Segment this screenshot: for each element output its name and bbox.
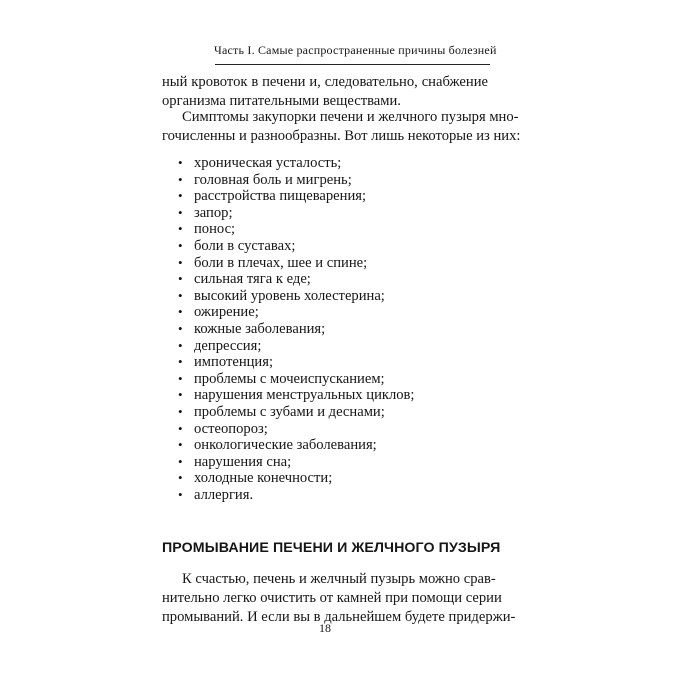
bullet-icon: • xyxy=(178,271,183,287)
paragraph-line: гочисленны и разнообразны. Вот лишь некоторые из них: xyxy=(162,128,521,144)
list-item-text: боли в плечах, шее и спине; xyxy=(194,254,368,271)
list-item xyxy=(178,304,415,321)
list-item xyxy=(178,404,415,421)
list-item xyxy=(178,155,415,172)
list-item-text: расстройства пищеварения; xyxy=(194,188,367,205)
list-item xyxy=(178,354,415,371)
list-item-text: аллергия. xyxy=(194,486,254,503)
list-item-text: онкологические заболевания; xyxy=(194,437,377,454)
list-item-text: кожные заболевания; xyxy=(194,320,326,337)
list-item xyxy=(178,454,415,471)
list-item xyxy=(178,321,415,338)
list-item-text: нарушения сна; xyxy=(194,453,292,470)
bullet-icon: • xyxy=(178,420,183,436)
symptoms-paragraph xyxy=(162,108,521,146)
paragraph-line: Симптомы закупорки печени и желчного пузыря мно- xyxy=(182,109,519,125)
bullet-icon: • xyxy=(178,470,183,486)
list-item-text: импотенция; xyxy=(194,354,274,371)
list-item-text: запор; xyxy=(194,204,233,221)
bullet-icon: • xyxy=(178,237,183,253)
paragraph-line: организма питательными веществами. xyxy=(162,93,401,109)
list-item-text: проблемы с мочеиспусканием; xyxy=(194,370,385,387)
section-heading: ПРОМЫВАНИЕ ПЕЧЕНИ И ЖЕЛЧНОГО ПУЗЫРЯ xyxy=(162,540,501,556)
list-item xyxy=(178,172,415,189)
cleanse-paragraph xyxy=(162,570,516,627)
bullet-icon: • xyxy=(178,287,183,303)
list-item xyxy=(178,188,415,205)
list-item xyxy=(178,421,415,438)
list-item-text: сильная тяга к еде; xyxy=(194,271,311,288)
bullet-icon: • xyxy=(178,403,183,419)
list-item-text: понос; xyxy=(194,221,236,238)
list-item xyxy=(178,338,415,355)
list-item-text: ожирение; xyxy=(194,304,259,321)
list-item xyxy=(178,487,415,504)
bullet-icon: • xyxy=(178,221,183,237)
list-item-text: высокий уровень холестерина; xyxy=(194,287,385,304)
list-item-text: боли в суставах; xyxy=(194,237,296,254)
bullet-icon: • xyxy=(178,453,183,469)
list-item-text: холодные конечности; xyxy=(194,470,333,487)
list-item xyxy=(178,470,415,487)
list-item xyxy=(178,221,415,238)
paragraph-line: промываний. И если вы в дальнейшем будете придержи- xyxy=(162,609,516,625)
list-item xyxy=(178,437,415,454)
bullet-icon: • xyxy=(178,354,183,370)
intro-paragraph xyxy=(162,73,488,111)
list-item-text: проблемы с зубами и деснами; xyxy=(194,403,385,420)
bullet-icon: • xyxy=(178,188,183,204)
bullet-icon: • xyxy=(178,337,183,353)
bullet-icon: • xyxy=(178,171,183,187)
list-item xyxy=(178,371,415,388)
bullet-icon: • xyxy=(178,486,183,502)
bullet-icon: • xyxy=(178,437,183,453)
list-item xyxy=(178,271,415,288)
header-rule xyxy=(215,64,490,65)
list-item-text: нарушения менструальных циклов; xyxy=(194,387,415,404)
list-item xyxy=(178,205,415,222)
list-item-text: головная боль и мигрень; xyxy=(194,171,352,188)
bullet-icon: • xyxy=(178,387,183,403)
list-item xyxy=(178,255,415,272)
bullet-icon: • xyxy=(178,320,183,336)
list-item-text: остеопороз; xyxy=(194,420,268,437)
list-item xyxy=(178,238,415,255)
page-number: 18 xyxy=(319,621,331,635)
bullet-icon: • xyxy=(178,370,183,386)
bullet-icon: • xyxy=(178,204,183,220)
running-header: Часть I. Самые распространенные причины болезней xyxy=(214,43,497,57)
list-item xyxy=(178,387,415,404)
bullet-icon: • xyxy=(178,155,183,170)
symptom-list xyxy=(178,155,415,503)
bullet-icon: • xyxy=(178,304,183,320)
paragraph-line: ный кровоток в печени и, следовательно, снабжение xyxy=(162,74,488,90)
list-item-text: депрессия; xyxy=(194,337,262,354)
paragraph-line: К счастью, печень и желчный пузырь можно срав- xyxy=(182,571,496,587)
paragraph-line: нительно легко очистить от камней при помощи серии xyxy=(162,590,502,606)
bullet-icon: • xyxy=(178,254,183,270)
list-item xyxy=(178,288,415,305)
list-item-text: хроническая усталость; xyxy=(194,155,342,171)
